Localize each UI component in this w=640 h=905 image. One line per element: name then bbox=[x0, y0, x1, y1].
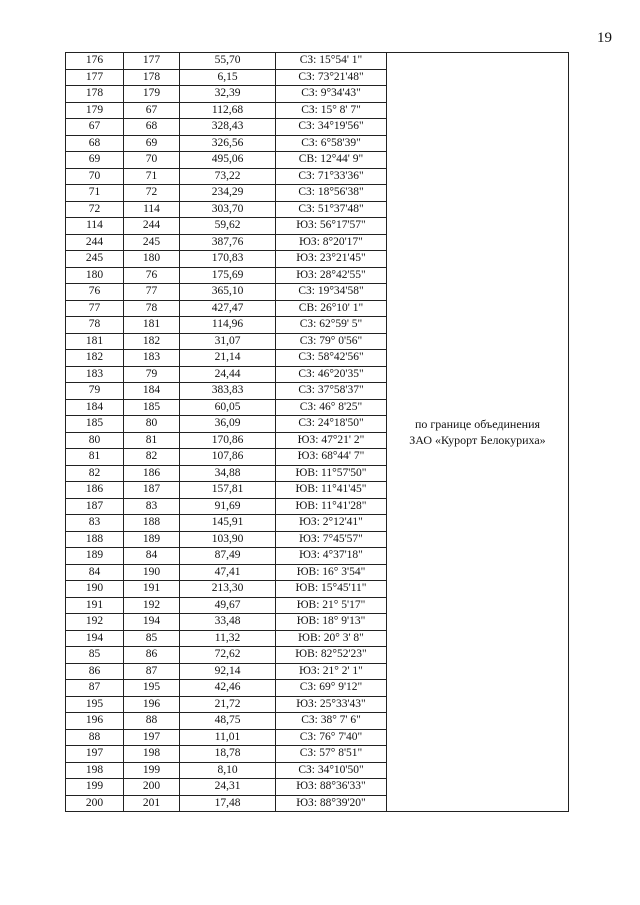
distance-cell: 47,41 bbox=[180, 564, 276, 581]
bearing-cell: СЗ: 34°19'56" bbox=[276, 119, 387, 136]
distance-cell: 213,30 bbox=[180, 581, 276, 598]
to-point-cell: 71 bbox=[124, 168, 180, 185]
from-point-cell: 76 bbox=[66, 284, 124, 301]
from-point-cell: 83 bbox=[66, 515, 124, 532]
bearing-cell: ЮЗ: 25°33'43" bbox=[276, 696, 387, 713]
to-point-cell: 114 bbox=[124, 201, 180, 218]
to-point-cell: 87 bbox=[124, 663, 180, 680]
to-point-cell: 184 bbox=[124, 383, 180, 400]
bearing-cell: ЮВ: 21° 5'17" bbox=[276, 597, 387, 614]
distance-cell: 21,14 bbox=[180, 350, 276, 367]
bearing-cell: СЗ: 6°58'39" bbox=[276, 135, 387, 152]
distance-cell: 73,22 bbox=[180, 168, 276, 185]
bearing-cell: ЮВ: 11°41'45" bbox=[276, 482, 387, 499]
to-point-cell: 245 bbox=[124, 234, 180, 251]
from-point-cell: 180 bbox=[66, 267, 124, 284]
distance-cell: 170,83 bbox=[180, 251, 276, 268]
from-point-cell: 72 bbox=[66, 201, 124, 218]
to-point-cell: 69 bbox=[124, 135, 180, 152]
boundary-description-line: ЗАО «Курорт Белокуриха» bbox=[409, 433, 546, 447]
distance-cell: 11,32 bbox=[180, 630, 276, 647]
from-point-cell: 178 bbox=[66, 86, 124, 103]
to-point-cell: 81 bbox=[124, 432, 180, 449]
distance-cell: 103,90 bbox=[180, 531, 276, 548]
to-point-cell: 197 bbox=[124, 729, 180, 746]
bearing-cell: СЗ: 18°56'38" bbox=[276, 185, 387, 202]
bearing-cell: СЗ: 15°54' 1" bbox=[276, 53, 387, 70]
bearing-cell: СЗ: 24°18'50" bbox=[276, 416, 387, 433]
to-point-cell: 200 bbox=[124, 779, 180, 796]
to-point-cell: 189 bbox=[124, 531, 180, 548]
boundary-description-line: по границе объединения bbox=[414, 416, 541, 431]
from-point-cell: 196 bbox=[66, 713, 124, 730]
to-point-cell: 190 bbox=[124, 564, 180, 581]
distance-cell: 24,31 bbox=[180, 779, 276, 796]
from-point-cell: 198 bbox=[66, 762, 124, 779]
to-point-cell: 196 bbox=[124, 696, 180, 713]
bearing-cell: СЗ: 38° 7' 6" bbox=[276, 713, 387, 730]
bearing-cell: СЗ: 57° 8'51" bbox=[276, 746, 387, 763]
bearing-cell: ЮВ: 15°45'11" bbox=[276, 581, 387, 598]
distance-cell: 145,91 bbox=[180, 515, 276, 532]
from-point-cell: 70 bbox=[66, 168, 124, 185]
to-point-cell: 191 bbox=[124, 581, 180, 598]
from-point-cell: 191 bbox=[66, 597, 124, 614]
from-point-cell: 192 bbox=[66, 614, 124, 631]
from-point-cell: 187 bbox=[66, 498, 124, 515]
bearing-cell: ЮЗ: 47°21' 2" bbox=[276, 432, 387, 449]
distance-cell: 170,86 bbox=[180, 432, 276, 449]
from-point-cell: 244 bbox=[66, 234, 124, 251]
boundary-table bbox=[65, 52, 569, 812]
bearing-cell: ЮВ: 11°57'50" bbox=[276, 465, 387, 482]
bearing-cell: ЮЗ: 56°17'57" bbox=[276, 218, 387, 235]
to-point-cell: 194 bbox=[124, 614, 180, 631]
from-point-cell: 80 bbox=[66, 432, 124, 449]
bearing-cell: СЗ: 71°33'36" bbox=[276, 168, 387, 185]
from-point-cell: 182 bbox=[66, 350, 124, 367]
distance-cell: 42,46 bbox=[180, 680, 276, 697]
distance-cell: 387,76 bbox=[180, 234, 276, 251]
to-point-cell: 183 bbox=[124, 350, 180, 367]
distance-cell: 34,88 bbox=[180, 465, 276, 482]
from-point-cell: 185 bbox=[66, 416, 124, 433]
distance-cell: 326,56 bbox=[180, 135, 276, 152]
distance-cell: 59,62 bbox=[180, 218, 276, 235]
to-point-cell: 177 bbox=[124, 53, 180, 70]
to-point-cell: 82 bbox=[124, 449, 180, 466]
bearing-cell: СЗ: 73°21'48" bbox=[276, 69, 387, 86]
distance-cell: 234,29 bbox=[180, 185, 276, 202]
from-point-cell: 71 bbox=[66, 185, 124, 202]
bearing-cell: ЮЗ: 4°37'18" bbox=[276, 548, 387, 565]
to-point-cell: 180 bbox=[124, 251, 180, 268]
to-point-cell: 188 bbox=[124, 515, 180, 532]
bearing-cell: СЗ: 76° 7'40" bbox=[276, 729, 387, 746]
to-point-cell: 68 bbox=[124, 119, 180, 136]
bearing-cell: СВ: 12°44' 9" bbox=[276, 152, 387, 169]
bearing-cell: ЮЗ: 8°20'17" bbox=[276, 234, 387, 251]
table-row bbox=[66, 53, 569, 70]
from-point-cell: 85 bbox=[66, 647, 124, 664]
to-point-cell: 198 bbox=[124, 746, 180, 763]
distance-cell: 495,06 bbox=[180, 152, 276, 169]
from-point-cell: 179 bbox=[66, 102, 124, 119]
from-point-cell: 183 bbox=[66, 366, 124, 383]
distance-cell: 48,75 bbox=[180, 713, 276, 730]
to-point-cell: 67 bbox=[124, 102, 180, 119]
from-point-cell: 199 bbox=[66, 779, 124, 796]
bearing-cell: СЗ: 19°34'58" bbox=[276, 284, 387, 301]
to-point-cell: 83 bbox=[124, 498, 180, 515]
bearing-cell: ЮЗ: 21° 2' 1" bbox=[276, 663, 387, 680]
bearing-cell: ЮВ: 11°41'28" bbox=[276, 498, 387, 515]
distance-cell: 72,62 bbox=[180, 647, 276, 664]
bearing-cell: ЮВ: 82°52'23" bbox=[276, 647, 387, 664]
distance-cell: 31,07 bbox=[180, 333, 276, 350]
bearing-cell: СВ: 26°10' 1" bbox=[276, 300, 387, 317]
boundary-table-body bbox=[66, 53, 569, 812]
bearing-cell: СЗ: 51°37'48" bbox=[276, 201, 387, 218]
distance-cell: 8,10 bbox=[180, 762, 276, 779]
distance-cell: 11,01 bbox=[180, 729, 276, 746]
from-point-cell: 186 bbox=[66, 482, 124, 499]
from-point-cell: 78 bbox=[66, 317, 124, 334]
to-point-cell: 244 bbox=[124, 218, 180, 235]
to-point-cell: 88 bbox=[124, 713, 180, 730]
from-point-cell: 188 bbox=[66, 531, 124, 548]
bearing-cell: ЮЗ: 2°12'41" bbox=[276, 515, 387, 532]
to-point-cell: 80 bbox=[124, 416, 180, 433]
bearing-cell: СЗ: 58°42'56" bbox=[276, 350, 387, 367]
distance-cell: 17,48 bbox=[180, 795, 276, 812]
to-point-cell: 79 bbox=[124, 366, 180, 383]
bearing-cell: ЮВ: 16° 3'54" bbox=[276, 564, 387, 581]
to-point-cell: 185 bbox=[124, 399, 180, 416]
from-point-cell: 81 bbox=[66, 449, 124, 466]
distance-cell: 49,67 bbox=[180, 597, 276, 614]
from-point-cell: 69 bbox=[66, 152, 124, 169]
bearing-cell: ЮЗ: 68°44' 7" bbox=[276, 449, 387, 466]
distance-cell: 24,44 bbox=[180, 366, 276, 383]
from-point-cell: 200 bbox=[66, 795, 124, 812]
page-number: 19 bbox=[597, 30, 612, 46]
bearing-cell: ЮЗ: 28°42'55" bbox=[276, 267, 387, 284]
distance-cell: 87,49 bbox=[180, 548, 276, 565]
distance-cell: 427,47 bbox=[180, 300, 276, 317]
bearing-cell: ЮЗ: 7°45'57" bbox=[276, 531, 387, 548]
bearing-cell: ЮЗ: 88°39'20" bbox=[276, 795, 387, 812]
bearing-cell: СЗ: 15° 8' 7" bbox=[276, 102, 387, 119]
bearing-cell: СЗ: 37°58'37" bbox=[276, 383, 387, 400]
distance-cell: 92,14 bbox=[180, 663, 276, 680]
to-point-cell: 192 bbox=[124, 597, 180, 614]
from-point-cell: 77 bbox=[66, 300, 124, 317]
distance-cell: 91,69 bbox=[180, 498, 276, 515]
bearing-cell: СЗ: 34°10'50" bbox=[276, 762, 387, 779]
bearing-cell: СЗ: 46°20'35" bbox=[276, 366, 387, 383]
bearing-cell: СЗ: 79° 0'56" bbox=[276, 333, 387, 350]
distance-cell: 175,69 bbox=[180, 267, 276, 284]
from-point-cell: 79 bbox=[66, 383, 124, 400]
from-point-cell: 86 bbox=[66, 663, 124, 680]
from-point-cell: 87 bbox=[66, 680, 124, 697]
distance-cell: 6,15 bbox=[180, 69, 276, 86]
from-point-cell: 189 bbox=[66, 548, 124, 565]
from-point-cell: 184 bbox=[66, 399, 124, 416]
to-point-cell: 86 bbox=[124, 647, 180, 664]
from-point-cell: 197 bbox=[66, 746, 124, 763]
distance-cell: 36,09 bbox=[180, 416, 276, 433]
to-point-cell: 195 bbox=[124, 680, 180, 697]
to-point-cell: 187 bbox=[124, 482, 180, 499]
from-point-cell: 114 bbox=[66, 218, 124, 235]
from-point-cell: 176 bbox=[66, 53, 124, 70]
distance-cell: 112,68 bbox=[180, 102, 276, 119]
to-point-cell: 77 bbox=[124, 284, 180, 301]
to-point-cell: 85 bbox=[124, 630, 180, 647]
from-point-cell: 68 bbox=[66, 135, 124, 152]
bearing-cell: ЮЗ: 88°36'33" bbox=[276, 779, 387, 796]
to-point-cell: 181 bbox=[124, 317, 180, 334]
to-point-cell: 78 bbox=[124, 300, 180, 317]
to-point-cell: 179 bbox=[124, 86, 180, 103]
distance-cell: 55,70 bbox=[180, 53, 276, 70]
to-point-cell: 178 bbox=[124, 69, 180, 86]
to-point-cell: 84 bbox=[124, 548, 180, 565]
from-point-cell: 194 bbox=[66, 630, 124, 647]
bearing-cell: СЗ: 9°34'43" bbox=[276, 86, 387, 103]
bearing-cell: ЮВ: 20° 3' 8" bbox=[276, 630, 387, 647]
boundary-description-cell bbox=[387, 53, 569, 812]
distance-cell: 383,83 bbox=[180, 383, 276, 400]
distance-cell: 107,86 bbox=[180, 449, 276, 466]
distance-cell: 18,78 bbox=[180, 746, 276, 763]
from-point-cell: 177 bbox=[66, 69, 124, 86]
to-point-cell: 201 bbox=[124, 795, 180, 812]
distance-cell: 303,70 bbox=[180, 201, 276, 218]
from-point-cell: 181 bbox=[66, 333, 124, 350]
to-point-cell: 199 bbox=[124, 762, 180, 779]
to-point-cell: 72 bbox=[124, 185, 180, 202]
from-point-cell: 88 bbox=[66, 729, 124, 746]
to-point-cell: 186 bbox=[124, 465, 180, 482]
from-point-cell: 245 bbox=[66, 251, 124, 268]
distance-cell: 328,43 bbox=[180, 119, 276, 136]
bearing-cell: СЗ: 46° 8'25" bbox=[276, 399, 387, 416]
distance-cell: 21,72 bbox=[180, 696, 276, 713]
bearing-cell: СЗ: 69° 9'12" bbox=[276, 680, 387, 697]
distance-cell: 32,39 bbox=[180, 86, 276, 103]
from-point-cell: 84 bbox=[66, 564, 124, 581]
bearing-cell: ЮВ: 18° 9'13" bbox=[276, 614, 387, 631]
to-point-cell: 70 bbox=[124, 152, 180, 169]
bearing-cell: ЮЗ: 23°21'45" bbox=[276, 251, 387, 268]
to-point-cell: 182 bbox=[124, 333, 180, 350]
from-point-cell: 195 bbox=[66, 696, 124, 713]
distance-cell: 365,10 bbox=[180, 284, 276, 301]
distance-cell: 157,81 bbox=[180, 482, 276, 499]
from-point-cell: 190 bbox=[66, 581, 124, 598]
from-point-cell: 82 bbox=[66, 465, 124, 482]
distance-cell: 33,48 bbox=[180, 614, 276, 631]
to-point-cell: 76 bbox=[124, 267, 180, 284]
from-point-cell: 67 bbox=[66, 119, 124, 136]
distance-cell: 60,05 bbox=[180, 399, 276, 416]
bearing-cell: СЗ: 62°59' 5" bbox=[276, 317, 387, 334]
distance-cell: 114,96 bbox=[180, 317, 276, 334]
